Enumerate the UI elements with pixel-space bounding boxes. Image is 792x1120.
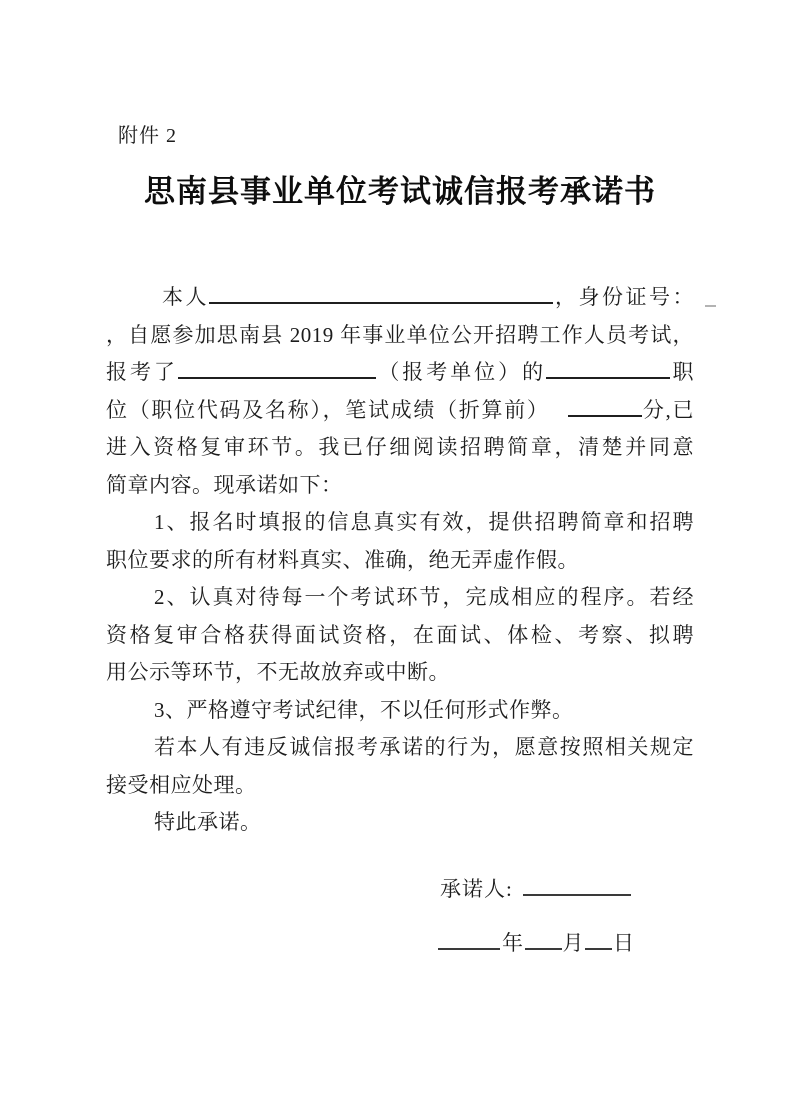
document-title: 思南县事业单位考试诚信报考承诺书 xyxy=(144,174,656,209)
line-3-text-mid: （报考单位）的 xyxy=(375,360,547,384)
date-row xyxy=(106,928,694,958)
promiser-signature-row xyxy=(106,874,694,904)
body-line-7: 1、报名时填报的信息真实有效，提供招聘简章和招聘 xyxy=(154,510,694,534)
body-line-9: 2、认真对待每一个考试环节，完成相应的程序。若经 xyxy=(154,585,694,609)
line-3-text-post: 职 xyxy=(670,360,695,384)
body-line-4 xyxy=(106,392,694,430)
position-blank-field xyxy=(546,362,670,379)
body-line-6: 简章内容。现承诺如下： xyxy=(106,472,343,497)
line-1-text-post: ，身份证号： xyxy=(553,285,694,309)
year-blank-field xyxy=(438,933,500,950)
year-label: 年 xyxy=(502,930,524,955)
attachment-label: 附件 2 xyxy=(118,125,177,147)
scan-artifact-mark xyxy=(705,305,716,307)
body-line-11: 用公示等环节，不无故放弃或中断。 xyxy=(106,660,450,684)
body-line-13: 若本人有违反诚信报考承诺的行为，愿意按照相关规定 xyxy=(154,735,694,759)
body-line-14: 接受相应处理。 xyxy=(106,772,257,797)
body-line-1 xyxy=(106,279,694,317)
document-body xyxy=(106,279,694,842)
line-3-text-pre: 报考了 xyxy=(106,360,178,384)
body-line-12: 3、严格遵守考试纪律，不以任何形式作弊。 xyxy=(154,697,574,722)
day-blank-field xyxy=(585,933,612,950)
unit-blank-field xyxy=(178,362,376,379)
body-line-10: 资格复审合格获得面试资格，在面试、体检、考察、拟聘 xyxy=(106,622,694,647)
body-line-8: 职位要求的所有材料真实、准确，绝无弄虚作假。 xyxy=(106,547,579,572)
body-line-15: 特此承诺。 xyxy=(154,810,262,834)
month-blank-field xyxy=(525,933,562,950)
promiser-label: 承诺人: xyxy=(440,876,513,901)
body-line-2: ，自愿参加思南县 2019 年事业单位公开招聘工作人员考试， xyxy=(106,322,694,347)
promiser-signature-blank xyxy=(523,879,631,896)
body-line-3 xyxy=(106,354,694,392)
line-4-text-post: 分,已 xyxy=(641,397,695,422)
body-line-5: 进入资格复审环节。我已仔细阅读招聘简章，清楚并同意 xyxy=(106,435,694,459)
name-blank-field xyxy=(209,287,553,304)
month-label: 月 xyxy=(562,930,584,955)
score-blank-field xyxy=(568,400,642,417)
line-1-text-pre: 本人 xyxy=(162,285,209,309)
line-4-text-pre: 位（职位代码及名称），笔试成绩（折算前） xyxy=(106,397,550,422)
day-label: 日 xyxy=(613,930,635,955)
